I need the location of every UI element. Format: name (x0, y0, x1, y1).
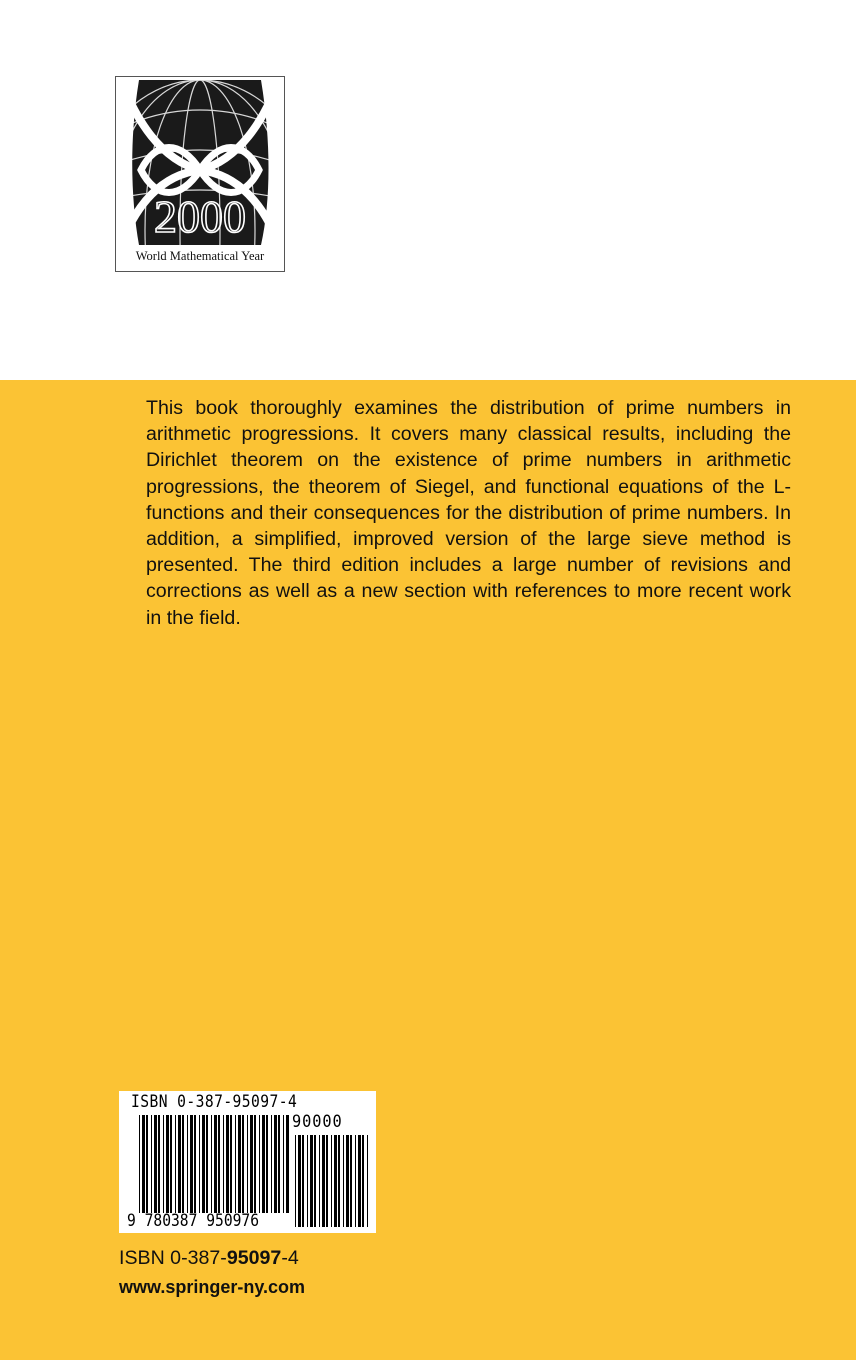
barcode-bar (298, 1135, 301, 1227)
barcode-bar (322, 1135, 325, 1227)
barcode-bar (355, 1135, 356, 1227)
barcode-bar (358, 1135, 361, 1227)
barcode-bar (223, 1115, 224, 1213)
book-description: This book thoroughly examines the distribution of prime numbers in arithmetic progressions. It covers many classical results, including the Dirichlet theorem on the existence of prime numbers in arithmetic progressions, the theorem of Siegel, and functional equations of the L-functions and their consequences for the distribution of prime numbers. In addition, a simplified, improved version of the large sieve method is presented. The third edition includes a large number of revisions and corrections as well as a new section with references to more recent work in the field. (146, 397, 791, 629)
barcode-bar (262, 1115, 265, 1213)
logo-caption: World Mathematical Year (135, 249, 265, 263)
barcode-bar (334, 1135, 337, 1227)
barcode-bar (170, 1115, 172, 1213)
barcode-bar (151, 1115, 152, 1213)
barcode-bar (346, 1135, 349, 1227)
barcode-bar (182, 1115, 184, 1213)
barcode-bar (247, 1115, 248, 1213)
barcode-bar (218, 1115, 220, 1213)
wmy-2000-emblem-icon (121, 80, 279, 245)
isbn-barcode (119, 1091, 376, 1233)
barcode-bar (254, 1115, 256, 1213)
barcode-bar (235, 1115, 236, 1213)
barcode-bar (142, 1115, 145, 1213)
isbn-suffix: -4 (281, 1247, 299, 1269)
barcode-bar (259, 1115, 260, 1213)
logo-year-text: 2000 (154, 191, 246, 242)
barcode-bar (338, 1135, 340, 1227)
isbn-number (119, 1247, 299, 1270)
barcode-bar (206, 1115, 208, 1213)
barcode-bar (283, 1115, 284, 1213)
barcode-bar (295, 1135, 296, 1227)
barcode-bar (367, 1135, 368, 1227)
barcode-bar (139, 1115, 140, 1213)
isbn-prefix: ISBN 0-387- (119, 1247, 227, 1269)
barcode-bar (310, 1135, 313, 1227)
barcode-bar (187, 1115, 188, 1213)
barcode-bar (211, 1115, 212, 1213)
world-mathematical-year-logo (115, 76, 285, 272)
barcode-bar (250, 1115, 253, 1213)
barcode-bar (278, 1115, 280, 1213)
barcode-bar (266, 1115, 268, 1213)
barcode-bar (175, 1115, 176, 1213)
barcode-bar (362, 1135, 364, 1227)
barcode-bar (271, 1115, 272, 1213)
barcode-bar (302, 1135, 304, 1227)
barcode-bar (178, 1115, 181, 1213)
barcode-bar (190, 1115, 193, 1213)
barcode-bar (238, 1115, 241, 1213)
barcode-bar (214, 1115, 217, 1213)
barcode-bar (242, 1115, 244, 1213)
barcode-bar (158, 1115, 160, 1213)
barcode-bar (350, 1135, 352, 1227)
publisher-url: www.springer-ny.com (119, 1277, 306, 1297)
barcode-bar (166, 1115, 169, 1213)
barcode-bar (194, 1115, 196, 1213)
barcode-bar (274, 1115, 277, 1213)
barcode-bar (163, 1115, 164, 1213)
barcode-bar (343, 1135, 344, 1227)
barcode-bar (230, 1115, 232, 1213)
isbn-bold-part: 95097 (226, 1247, 282, 1269)
barcode-digits: 9 780387 950976 (127, 1211, 260, 1231)
barcode-bar (319, 1135, 320, 1227)
barcode-bar (326, 1135, 328, 1227)
barcode-isbn-label: ISBN 0-387-95097-4 (131, 1092, 298, 1112)
barcode-bar (331, 1135, 332, 1227)
barcode-bar (154, 1115, 157, 1213)
barcode-bar (286, 1115, 289, 1213)
barcode-bar (146, 1115, 148, 1213)
barcode-bar (226, 1115, 229, 1213)
barcode-bar (314, 1135, 316, 1227)
barcode-bar (202, 1115, 205, 1213)
barcode-bar (307, 1135, 308, 1227)
barcode-addon-digits: 90000 (292, 1112, 343, 1132)
barcode-bar (199, 1115, 200, 1213)
